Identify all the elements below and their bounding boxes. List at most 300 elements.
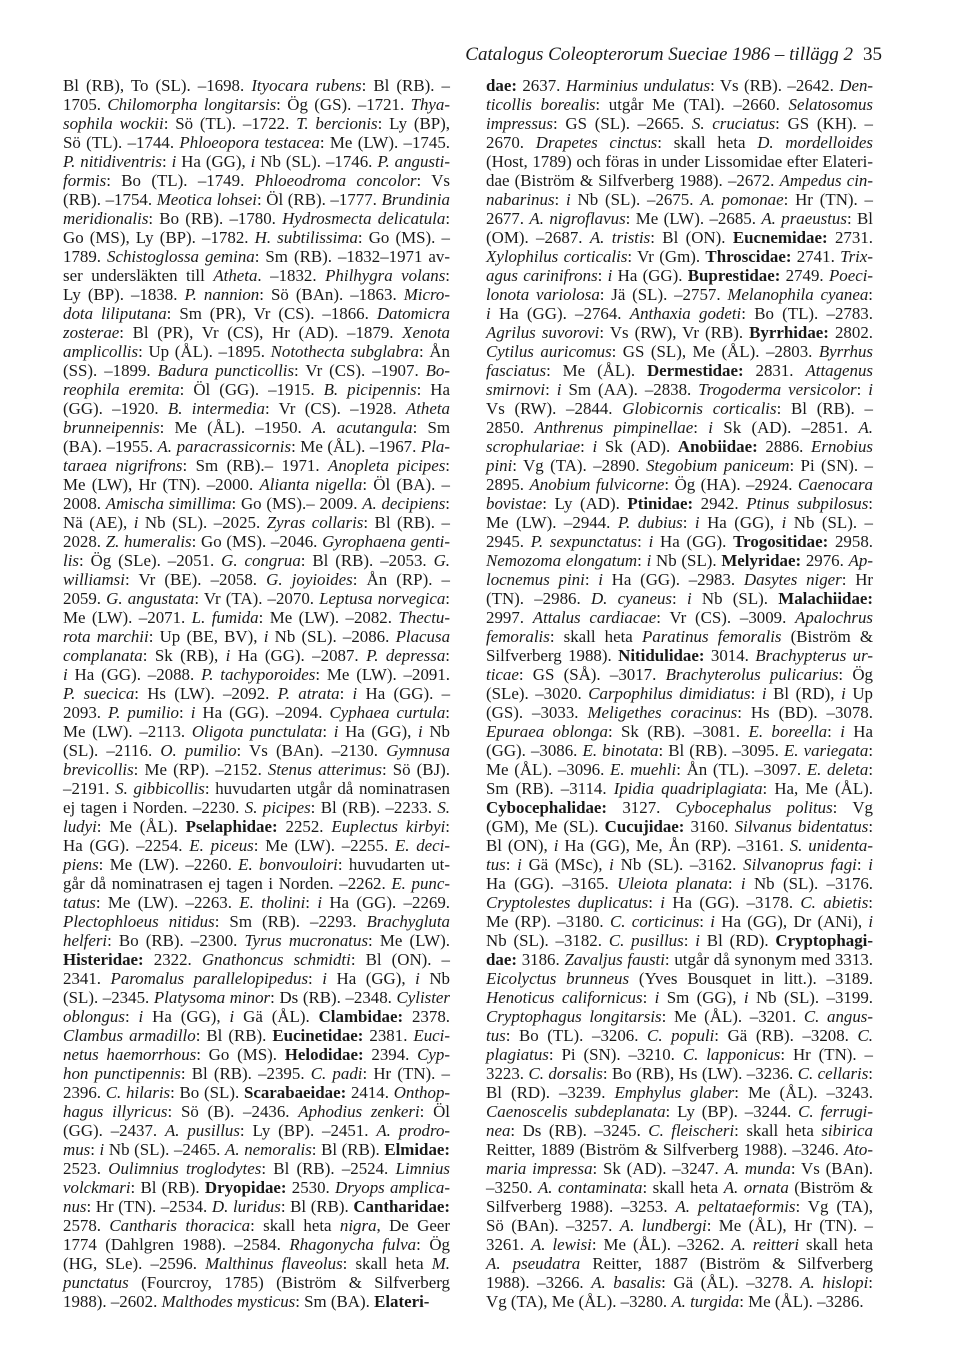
text-run: :: [856, 380, 869, 399]
taxon-name: i: [415, 969, 420, 988]
text-run: Gä (MSc),: [521, 855, 610, 874]
text-run: Ha (GG). –2087.: [230, 646, 367, 665]
text-run: : Ög (SLe). –2051.: [78, 551, 222, 570]
family-heading: Anobiidae:: [677, 437, 758, 456]
taxon-name: Euci-: [413, 1026, 450, 1045]
text-run: :: [322, 722, 334, 741]
taxon-name: A. prodro-: [376, 1121, 451, 1140]
taxon-name: S. gibbicollis: [115, 779, 205, 798]
text-run: : skall heta: [250, 1216, 340, 1235]
taxon-name: S. picipes: [244, 798, 311, 817]
text-run: Ha (GG). –: [357, 684, 451, 703]
text-run: (Host, 1789) och föras in under Lissomidae efter Elateri-: [486, 152, 873, 171]
text-line: [63, 570, 450, 589]
text-line: [486, 1254, 873, 1273]
text-run: : Gä (RB). –3208.: [714, 1026, 858, 1045]
text-line: [486, 1026, 873, 1045]
taxon-name: amplicollis: [63, 342, 139, 361]
text-run: Ha (GG).: [653, 532, 734, 551]
text-run: :: [445, 209, 451, 228]
text-line: [486, 665, 873, 684]
taxon-name: Cryptolestes duplicatus: [486, 893, 649, 912]
text-run: : Me (LW). –2082.: [258, 608, 399, 627]
family-heading: Ptinidae:: [627, 494, 694, 513]
family-heading: Dryopidae:: [204, 1178, 287, 1197]
text-line: [486, 1007, 873, 1026]
taxon-name: Paromalus parallelopipedus: [110, 969, 309, 988]
text-run: Sk (AD).: [597, 437, 678, 456]
text-line: [486, 1197, 873, 1216]
text-line: [63, 361, 450, 380]
text-run: : Go (MS).: [196, 1045, 285, 1064]
taxon-name: Amischa simillima: [105, 494, 232, 513]
text-run: : skall heta: [342, 1254, 432, 1273]
text-run: Nb (SL).: [651, 551, 722, 570]
taxon-name: Gymnusa: [386, 741, 450, 760]
taxon-name: Atheta: [405, 399, 450, 418]
text-line: [63, 494, 450, 513]
text-run: Ha (GG). –2983.: [602, 570, 744, 589]
taxon-name: Plectophloeus nitidus: [63, 912, 215, 931]
text-run: (Biström &: [788, 1178, 873, 1197]
text-run: : Ög (GS). –1721.: [276, 95, 411, 114]
taxon-name: Uleiota planata: [617, 874, 728, 893]
taxon-name: Anobium fulvicorne: [529, 475, 665, 494]
text-line: [63, 380, 450, 399]
text-line: [63, 836, 450, 855]
text-line: [63, 665, 450, 684]
text-run: : Sm: [412, 418, 451, 437]
text-line: [63, 589, 450, 608]
taxon-name: Cyphaea curtula: [329, 703, 446, 722]
text-run: : skall heta: [657, 133, 758, 152]
text-run: 2059.: [63, 589, 107, 608]
taxon-name: i: [743, 988, 749, 1007]
text-line: [63, 95, 450, 114]
text-run: : Go (MS). –2046.: [191, 532, 323, 551]
taxon-name: plagiatus: [486, 1045, 549, 1064]
taxon-name: Ptinus subpilosus: [746, 494, 869, 513]
text-run: : Gä (ÅL). –3278.: [661, 1273, 801, 1292]
text-run: Nb (SL). –3182.: [486, 931, 609, 950]
text-line: [486, 285, 873, 304]
text-run: : Bl (RB). –2233.: [310, 798, 438, 817]
taxon-name: H. subtilissima: [254, 228, 358, 247]
taxon-name: C. padi: [310, 1064, 363, 1083]
text-run: : Vs: [416, 171, 450, 190]
running-title: Catalogus Coleopterorum Sueciae 1986 – tillägg 2: [465, 44, 853, 65]
text-run: 2945.: [486, 532, 531, 551]
taxon-name: Cytilus auricomus: [486, 342, 612, 361]
taxon-name: Euplectus kirbyi: [331, 817, 446, 836]
text-line: [486, 817, 873, 836]
text-run: : Ds (RB). –2348.: [270, 988, 397, 1007]
text-run: : Ög: [416, 1235, 450, 1254]
text-line: [486, 969, 873, 988]
text-run: : Ha, Me (ÅL).: [762, 779, 874, 798]
taxon-name: oblongus: [63, 1007, 125, 1026]
taxon-name: Henoticus californicus: [486, 988, 643, 1007]
taxon-name: Selatosomus: [788, 95, 873, 114]
text-line: [63, 1292, 450, 1311]
taxon-name: Onthop-: [393, 1083, 451, 1102]
taxon-name: Aphodius zenkeri: [298, 1102, 420, 1121]
taxon-name: locnemus pini: [486, 570, 585, 589]
taxon-name: i: [868, 912, 874, 931]
taxon-name: D. luridus: [211, 1197, 281, 1216]
text-run: : Sö (B). –2436.: [167, 1102, 299, 1121]
text-line: [63, 627, 450, 646]
taxon-name: A. pusillus: [164, 1121, 240, 1140]
taxon-name: C. corticinus: [609, 912, 700, 931]
taxon-name: Gyrophaena genti-: [322, 532, 451, 551]
text-run: 1988). –2602.: [63, 1292, 162, 1311]
text-run: : Me (LW). –2685.: [625, 209, 762, 228]
text-run: Ha (GG). –2764.: [490, 304, 630, 323]
taxon-name: i: [686, 589, 692, 608]
taxon-name: A. pomonae: [700, 190, 784, 209]
text-run: Reitter, 1889 (Biström & Silfverberg 1988). –3246.: [486, 1140, 844, 1159]
text-run: Gä (ÅL).: [234, 1007, 319, 1026]
taxon-name: M.: [431, 1254, 450, 1273]
taxon-name: Bo-: [425, 361, 450, 380]
taxon-name: G. angustata: [106, 589, 195, 608]
taxon-name: Xenota: [402, 323, 450, 342]
text-line: [486, 323, 873, 342]
text-run: : Ög (HA). –2924.: [664, 475, 798, 494]
text-run: : Me (LW). –2263.: [95, 893, 240, 912]
taxon-name: A. nemoralis: [225, 1140, 312, 1159]
taxon-name: i: [229, 1007, 235, 1026]
taxon-name: Thectu-: [398, 608, 450, 627]
text-run: :: [856, 855, 869, 874]
taxon-name: i: [190, 703, 196, 722]
text-run: :: [554, 190, 567, 209]
taxon-name: A. hislopi: [800, 1273, 869, 1292]
text-run: : Bl (ON).: [650, 228, 733, 247]
text-run: :: [637, 532, 649, 551]
text-run: :: [642, 988, 655, 1007]
taxon-name: A. acutangula: [311, 418, 413, 437]
family-heading: dae:: [486, 950, 517, 969]
text-line: [63, 228, 450, 247]
text-run: : Bl (ON). –: [350, 950, 451, 969]
taxon-name: Trix-: [840, 247, 873, 266]
text-run: : Bl (PR), Vr (CS), Hr (AD). –1879.: [119, 323, 403, 342]
text-run: 2578.: [63, 1216, 110, 1235]
taxon-name: Gnathoncus schmidti: [201, 950, 351, 969]
text-run: : Me (LW). –2091.: [315, 665, 451, 684]
taxon-name: C. pusillus: [608, 931, 684, 950]
taxon-name: i: [609, 855, 614, 874]
taxon-name: i: [317, 893, 323, 912]
taxon-name: A.: [858, 418, 873, 437]
text-run: Sm (AA). –2838.: [561, 380, 699, 399]
text-line: [486, 703, 873, 722]
text-run: 1988). –3266.: [486, 1273, 592, 1292]
taxon-name: Ipidia quadriplagiata: [613, 779, 763, 798]
taxon-name: Emphylus glaber: [614, 1083, 735, 1102]
text-line: [63, 1064, 450, 1083]
text-run: :: [637, 551, 647, 570]
text-run: :: [648, 893, 661, 912]
text-line: [486, 247, 873, 266]
text-run: : Ly (BP),: [377, 114, 450, 133]
text-run: : Bo (RB). –2300.: [107, 931, 245, 950]
text-run: Nb (SL). –2465.: [104, 1140, 226, 1159]
text-line: [63, 817, 450, 836]
text-line: [63, 931, 450, 950]
taxon-name: A. decipiens: [362, 494, 446, 513]
taxon-name: i: [840, 722, 845, 741]
taxon-name: lis: [63, 551, 79, 570]
taxon-name: A. paracrassicornis: [157, 437, 292, 456]
text-run: : huvudarten ut-: [337, 855, 450, 874]
taxon-name: C. lapponicus: [682, 1045, 781, 1064]
taxon-name: i: [654, 988, 660, 1007]
text-run: –2191.: [63, 779, 116, 798]
text-run: 1705.: [63, 95, 108, 114]
text-line: [486, 1235, 873, 1254]
taxon-name: A. praeustus: [761, 209, 847, 228]
text-line: [486, 342, 873, 361]
text-run: :: [445, 494, 450, 513]
text-line: [486, 874, 873, 893]
taxon-name: i: [225, 646, 231, 665]
text-line: [486, 456, 873, 475]
text-run: Silfverberg 1988).: [486, 646, 619, 665]
text-run: 3223.: [486, 1064, 529, 1083]
taxon-name: A. peltataeformis: [675, 1197, 796, 1216]
page-number: 35: [863, 44, 882, 65]
text-run: : Öl (GG). –1915.: [179, 380, 324, 399]
text-run: : Me (LW). –2255.: [253, 836, 395, 855]
family-heading: Dermestidae:: [646, 361, 744, 380]
text-run: : Bl (RB). –: [363, 513, 450, 532]
taxon-name: A. pseudatra: [486, 1254, 581, 1273]
text-run: : GS (SÅ). –3017.: [518, 665, 666, 684]
text-run: (BA). –1955.: [63, 437, 158, 456]
text-run: 2028.: [63, 532, 106, 551]
taxon-name: A. turgida: [671, 1292, 740, 1311]
text-run: : huvudarten utgår då nominatrasen: [204, 779, 450, 798]
text-run: :: [868, 1273, 873, 1292]
text-line: [486, 798, 873, 817]
taxon-name: i: [598, 570, 603, 589]
taxon-name: E. boreella: [748, 722, 828, 741]
text-run: : Vs (BAn). –2130.: [236, 741, 387, 760]
text-run: : Ån (TL). –3097.: [676, 760, 807, 779]
text-run: Ha (GG). –2254.: [63, 836, 190, 855]
text-line: [486, 475, 873, 494]
text-run: Ha (GG),: [338, 722, 418, 741]
text-run: ej tagen i Norden. –2230.: [63, 798, 245, 817]
taxon-name: tus: [486, 1026, 506, 1045]
text-run: :: [727, 874, 741, 893]
text-run: : Sm (BA).: [295, 1292, 375, 1311]
text-run: :: [868, 760, 874, 779]
taxon-name: lonota variolosa: [486, 285, 600, 304]
taxon-name: S. unidenta-: [789, 836, 873, 855]
taxon-name: A. tristis: [589, 228, 651, 247]
text-run: :: [445, 646, 450, 665]
text-line: [63, 285, 450, 304]
family-heading: Elateri-: [374, 1292, 430, 1311]
text-run: : Ån: [418, 342, 450, 361]
text-run: 2322.: [143, 950, 202, 969]
text-line: [486, 437, 873, 456]
text-line: [486, 209, 873, 228]
text-run: Nb (SL). –3162.: [613, 855, 744, 874]
taxon-name: L. fumida: [191, 608, 259, 627]
text-run: : Sk (RB). –3081.: [607, 722, 749, 741]
text-run: (GG). –2437.: [63, 1121, 165, 1140]
text-line: [486, 152, 873, 171]
text-run: : Bo (RB). –1780.: [148, 209, 283, 228]
taxon-name: taraea nigrifrons: [63, 456, 183, 475]
text-run: , De Geer: [376, 1216, 450, 1235]
taxon-name: femoralis: [486, 627, 550, 646]
taxon-name: helferi: [63, 931, 108, 950]
text-run: 2731.: [827, 228, 873, 247]
taxon-name: zosterae: [63, 323, 120, 342]
text-line: [63, 969, 450, 988]
taxon-name: Cybocephalus politus: [675, 798, 833, 817]
taxon-name: A. nigroflavus: [529, 209, 626, 228]
taxon-name: Eicolyctus brunneus: [486, 969, 630, 988]
text-run: 1789.: [63, 247, 108, 266]
text-run: : Ly (BP). –2451.: [239, 1121, 377, 1140]
taxon-name: C. cellaris: [797, 1064, 869, 1083]
taxon-name: i: [63, 665, 68, 684]
taxon-name: i: [417, 722, 423, 741]
taxon-name: C.: [857, 1026, 873, 1045]
text-run: Me (RP). –3180.: [486, 912, 610, 931]
taxon-name: Dasytes niger: [743, 570, 842, 589]
taxon-name: A. reitteri: [731, 1235, 800, 1254]
taxon-name: E. binotata: [582, 741, 659, 760]
taxon-name: T. bercionis: [296, 114, 378, 133]
text-run: : Pi (SN). –3210.: [548, 1045, 683, 1064]
taxon-name: Cylister: [396, 988, 450, 1007]
text-run: 2394.: [363, 1045, 418, 1064]
text-run: Nb: [422, 722, 450, 741]
taxon-name: formis: [63, 171, 107, 190]
left-column: [63, 76, 450, 1311]
text-line: [63, 1083, 450, 1102]
text-run: Vg (TA), Me (ÅL). –3280.: [486, 1292, 672, 1311]
text-line: [63, 646, 450, 665]
text-run: : GS (SL). –2665.: [552, 114, 692, 133]
taxon-name: Zyras collaris: [266, 513, 364, 532]
taxon-name: sibirica: [821, 1121, 873, 1140]
taxon-name: i: [171, 152, 177, 171]
taxon-name: i: [99, 1140, 105, 1159]
text-run: Bl (RB), To (SL). –1698.: [63, 76, 252, 95]
taxon-name: i: [133, 513, 139, 532]
taxon-name: S.: [437, 798, 450, 817]
text-run: Ha (GG),: [699, 513, 782, 532]
text-run: : Öl (BA). –: [362, 475, 450, 494]
text-run: :: [90, 1140, 100, 1159]
text-run: : Go (MS). –: [357, 228, 450, 247]
text-run: Me (LW), Hr (TN). –2000.: [63, 475, 260, 494]
text-run: : Me (ÅL).: [96, 817, 186, 836]
text-run: : GS (KH). –: [775, 114, 873, 133]
text-run: 2741.: [791, 247, 841, 266]
text-run: : Bo (RB), Hs (LW). –3236.: [602, 1064, 798, 1083]
taxon-name: B. picipennis: [323, 380, 417, 399]
text-line: [63, 171, 450, 190]
text-run: : Ds (RB). –3245.: [510, 1121, 649, 1140]
taxon-name: Ato-: [843, 1140, 873, 1159]
text-run: :: [699, 912, 711, 931]
taxon-name: Xylophilus corticalis: [486, 247, 628, 266]
text-run: Bl (ON),: [486, 836, 554, 855]
text-line: [486, 399, 873, 418]
taxon-name: Stenus atterimus: [267, 760, 382, 779]
taxon-name: Phloeopora testacea: [179, 133, 320, 152]
taxon-name: C. angus-: [803, 1007, 873, 1026]
text-run: : Vs (RB). –2642.: [710, 76, 840, 95]
taxon-name: Dryops amplica-: [335, 1178, 451, 1197]
text-run: :: [672, 589, 687, 608]
text-run: 2802.: [828, 323, 873, 342]
text-run: : Bl (RB). –2053.: [300, 551, 434, 570]
taxon-name: Notothecta subglabra: [270, 342, 419, 361]
taxon-name: Schistoglossa gemina: [107, 247, 255, 266]
text-line: [63, 399, 450, 418]
text-run: Ha (GG).: [612, 266, 688, 285]
text-run: : Öl (RB). –1777.: [257, 190, 382, 209]
taxon-name: Paratinus femoralis: [641, 627, 782, 646]
text-run: Ha (GG), Dr (ANi),: [714, 912, 869, 931]
taxon-name: i: [694, 513, 700, 532]
taxon-name: hon punctipennis: [63, 1064, 181, 1083]
text-run: Sm (RB). –3114.: [486, 779, 614, 798]
text-run: : Me (ÅL). –3201.: [661, 1007, 804, 1026]
text-line: [63, 418, 450, 437]
taxon-name: i: [333, 722, 339, 741]
family-heading: Byrrhidae:: [749, 323, 829, 342]
text-run: Sk (AD). –2851.: [712, 418, 859, 437]
text-run: : Bl (RB). –2524.: [261, 1159, 396, 1178]
text-line: [486, 950, 873, 969]
text-run: : Jä (SL). –2757.: [599, 285, 728, 304]
text-run: Up: [845, 684, 873, 703]
taxon-name: meridionalis: [63, 209, 149, 228]
family-heading: Cybocephalidae:: [486, 798, 608, 817]
text-line: [63, 1140, 450, 1159]
taxon-name: Stegobium paniceum: [646, 456, 790, 475]
text-run: :: [445, 589, 450, 608]
text-run: (SL). –2116.: [63, 741, 161, 760]
taxon-name: nea: [486, 1121, 511, 1140]
taxon-name: Thya-: [410, 95, 450, 114]
text-run: : Vs (BAn).: [790, 1159, 873, 1178]
text-line: [63, 608, 450, 627]
taxon-name: Tyrus mucronatus: [244, 931, 369, 950]
taxon-name: punctatus: [63, 1273, 129, 1292]
family-heading: Eucinetidae:: [272, 1026, 364, 1045]
text-run: 2997.: [486, 608, 533, 627]
text-run: :: [597, 266, 608, 285]
taxon-name: i: [138, 1007, 144, 1026]
text-run: : Bl (RB).: [280, 1197, 354, 1216]
text-line: [63, 1178, 450, 1197]
text-run: : Ly (BP). –3244.: [665, 1102, 799, 1121]
taxon-name: Platysoma minor: [153, 988, 271, 1007]
